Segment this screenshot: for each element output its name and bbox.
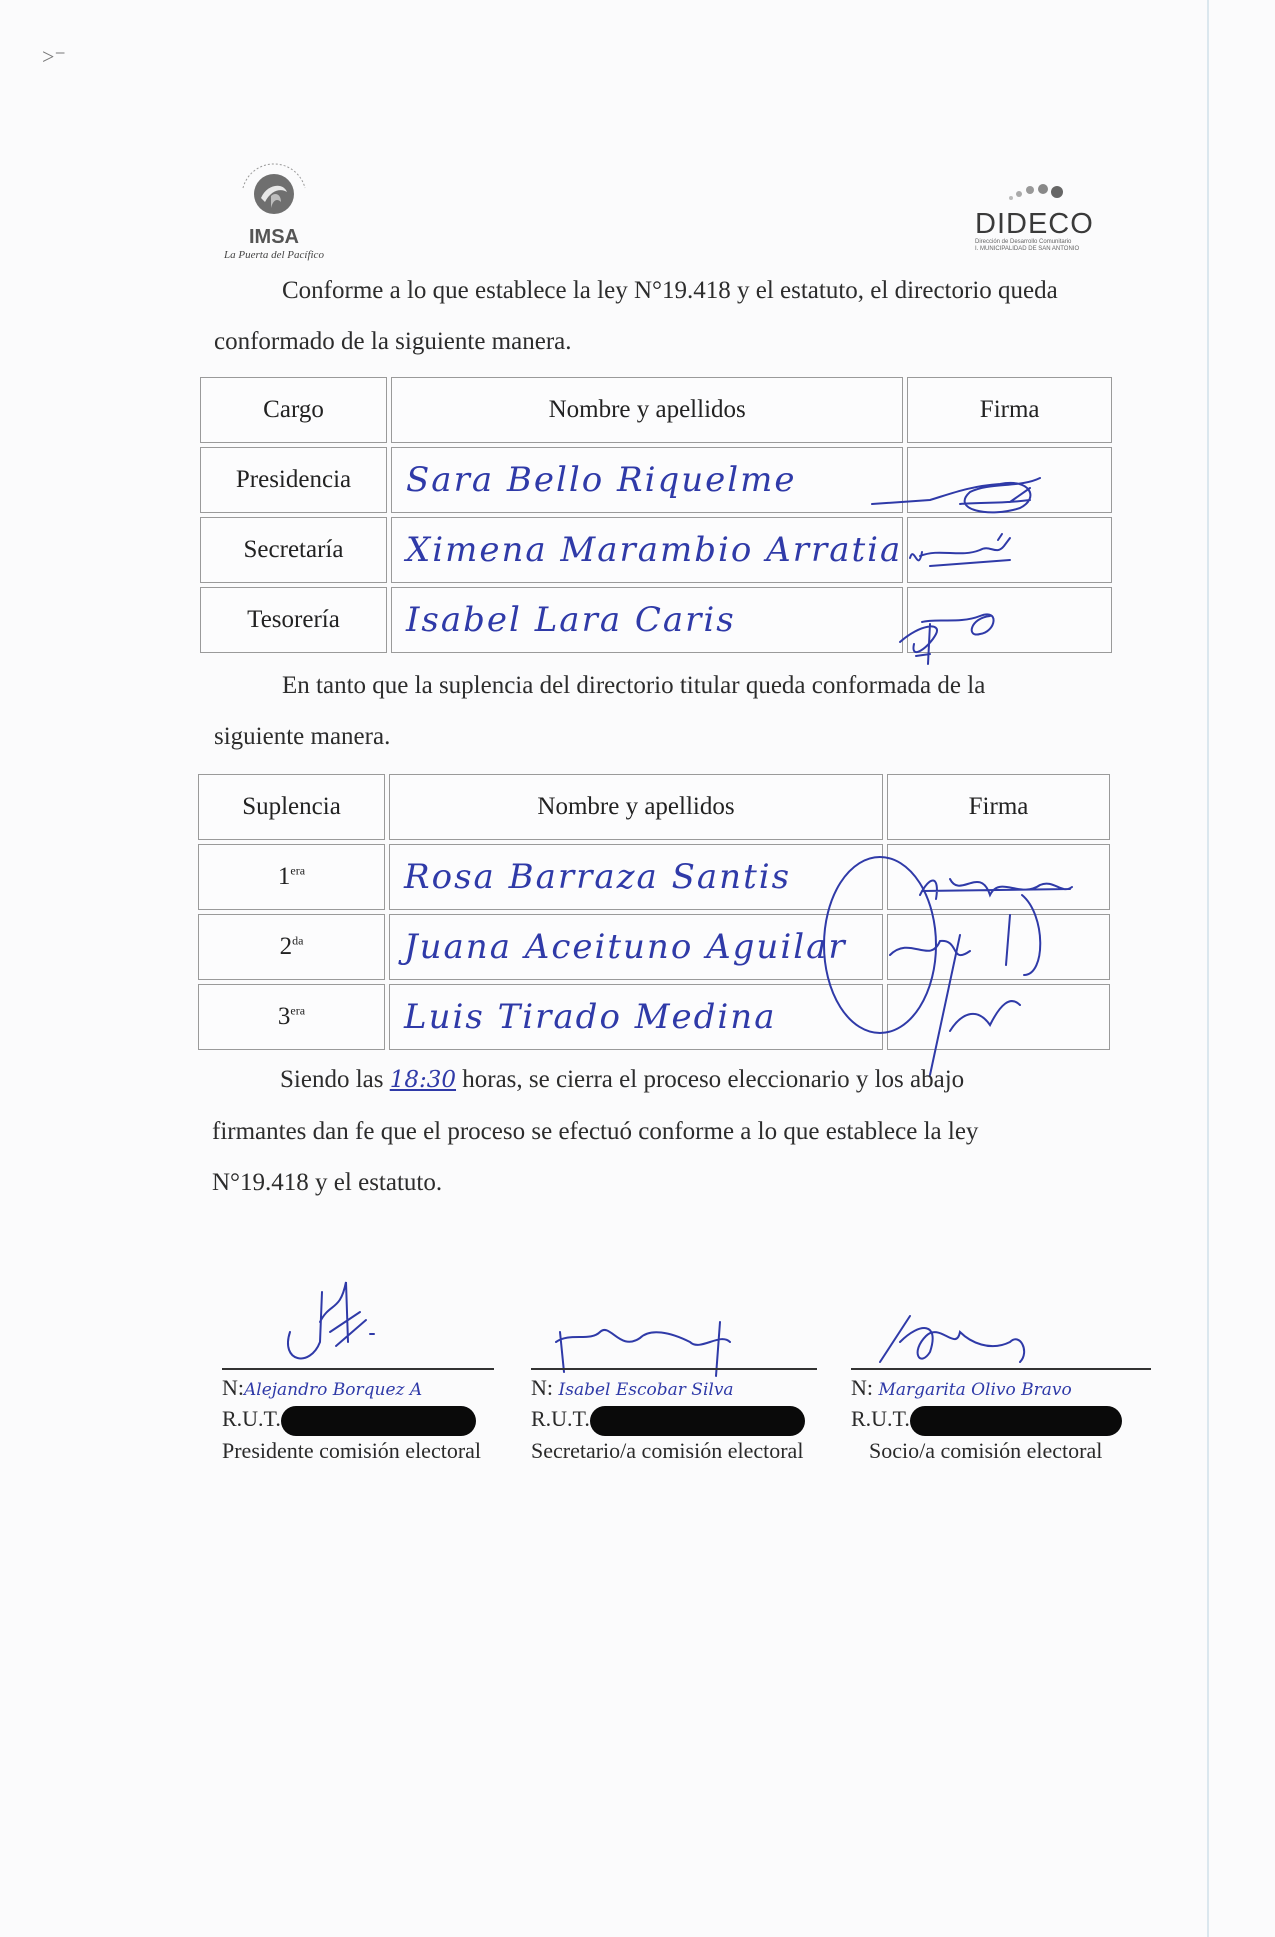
n-label: N:	[531, 1375, 553, 1400]
word: horas,	[462, 1066, 523, 1093]
sig-block-socio	[851, 1368, 1151, 1466]
suplencia-1	[198, 844, 385, 910]
nombre-suplencia-2: Juana Aceituno Aguilar	[389, 914, 883, 980]
signature-line	[531, 1368, 817, 1370]
word: el	[619, 1066, 638, 1093]
ordinal-number: 2	[279, 933, 293, 960]
suplencia-line-2: siguiente manera.	[214, 723, 391, 750]
word: los	[874, 1066, 904, 1093]
word: directorio	[576, 672, 674, 699]
ordinal-suffix: era	[290, 863, 306, 878]
word: queda	[745, 672, 806, 699]
word: cierra	[556, 1066, 613, 1093]
dideco-sub1: Dirección de Desarrollo Comunitario	[975, 239, 1072, 245]
suplencia-header-row	[198, 774, 1110, 840]
word: tanto	[316, 672, 367, 699]
word: suplencia	[438, 672, 534, 699]
signature-suplencia-2	[890, 895, 1040, 975]
rut-redaction	[281, 1406, 476, 1436]
nombre-secretaria: Ximena Marambio Arratia	[391, 517, 903, 583]
word: ley	[947, 1118, 979, 1145]
word: eleccionario	[727, 1066, 850, 1093]
socio-nombre: Margarita Olivo Bravo	[878, 1380, 1072, 1400]
secretario-role: Secretario/a comisión electoral	[531, 1437, 804, 1463]
suplencia-3	[198, 984, 385, 1050]
cargo-secretaria: Secretaría	[200, 517, 387, 583]
socio-name-line	[851, 1374, 1151, 1404]
ordinal-number: 1	[277, 863, 291, 890]
directorio-header-row	[200, 377, 1112, 443]
sig-block-secretario	[531, 1368, 817, 1466]
signature-presidente	[288, 1282, 374, 1358]
rut-label: R.U.T.	[531, 1406, 590, 1431]
closing-hora: 18:30	[389, 1067, 457, 1093]
suplencia-paragraph	[214, 660, 1102, 762]
nombre-suplencia-1: Rosa Barraza Santis	[389, 844, 883, 910]
signature-suplencia-1	[920, 879, 1072, 899]
header-suplencia: Suplencia	[198, 774, 385, 840]
scan-edge-line	[1207, 0, 1209, 1937]
n-label: N:	[222, 1375, 244, 1400]
imsa-logo	[214, 158, 334, 261]
imsa-tagline: La Puerta del Pacífico	[224, 249, 324, 261]
word: conformada	[811, 672, 932, 699]
n-label: N:	[851, 1375, 873, 1400]
word: la	[414, 672, 433, 699]
secretario-rut-line	[531, 1404, 817, 1436]
word: se	[528, 1066, 550, 1093]
socio-rut-line	[851, 1404, 1151, 1436]
cargo-tesoreria: Tesorería	[200, 587, 387, 653]
header-nombre: Nombre y apellidos	[389, 774, 883, 840]
dideco-sub2: I. MUNICIPALIDAD DE SAN ANTONIO	[975, 246, 1080, 252]
closing-pre: Siendo las	[280, 1066, 384, 1093]
presidente-role: Presidente comisión electoral	[222, 1437, 482, 1463]
suplencia-2	[198, 914, 385, 980]
imsa-name: IMSA	[249, 226, 299, 248]
word: dan	[312, 1118, 349, 1145]
word: la	[923, 1118, 942, 1145]
nombre-presidencia: Sara Bello Riquelme	[391, 447, 903, 513]
word: fe	[355, 1118, 375, 1145]
word: del	[539, 672, 571, 699]
closing-line-2	[212, 1106, 1098, 1157]
ordinal-number: 3	[277, 1003, 291, 1030]
word: proceso	[447, 1118, 526, 1145]
dideco-logo	[975, 180, 1095, 253]
cargo-presidencia: Presidencia	[200, 447, 387, 513]
socio-role: Socio/a comisión electoral	[869, 1437, 1103, 1463]
intro-paragraph	[214, 265, 1102, 367]
word: titular	[679, 672, 740, 699]
signature-presidencia	[872, 478, 1040, 512]
rut-redaction	[590, 1406, 805, 1436]
ordinal-suffix: da	[292, 933, 304, 948]
word: el	[423, 1118, 442, 1145]
closing-line-3: N°19.418 y el estatuto.	[212, 1169, 443, 1196]
signature-secretaria	[910, 534, 1010, 566]
dideco-name: DIDECO	[975, 208, 1094, 240]
rut-label: R.U.T.	[222, 1406, 281, 1431]
word: En	[282, 672, 310, 699]
suplencia-signatures	[810, 855, 1100, 1085]
signature-loop	[824, 857, 936, 1033]
header-cargo: Cargo	[200, 377, 387, 443]
ordinal-suffix: era	[290, 1003, 306, 1018]
suplencia-line-1	[214, 660, 1102, 711]
imsa-emblem-icon	[231, 158, 317, 228]
signature-socio	[880, 1316, 1024, 1362]
signature-line	[222, 1368, 494, 1370]
rut-redaction	[910, 1406, 1122, 1436]
word: lo	[757, 1118, 778, 1145]
closing-paragraph	[212, 1054, 1098, 1208]
word: la	[967, 672, 986, 699]
word: y	[855, 1066, 869, 1093]
presidente-nombre: Alejandro Borquez A	[244, 1380, 423, 1400]
word: a	[740, 1118, 752, 1145]
word: conforme	[638, 1118, 735, 1145]
word: que	[783, 1118, 820, 1145]
signature-tesoreria	[900, 614, 994, 664]
intro-line-2: conformado de la siguiente manera.	[214, 328, 572, 355]
word: establece	[825, 1118, 918, 1145]
secretario-nombre: Isabel Escobar Silva	[558, 1380, 734, 1400]
presidente-rut-line	[222, 1404, 494, 1436]
directorio-signatures	[870, 448, 1090, 668]
comision-signatures	[220, 1272, 1180, 1382]
header-nombre: Nombre y apellidos	[391, 377, 903, 443]
rut-label: R.U.T.	[851, 1406, 910, 1431]
nombre-suplencia-3: Luis Tirado Medina	[389, 984, 883, 1050]
header-firma: Firma	[907, 377, 1112, 443]
word: efectuó	[558, 1118, 632, 1145]
secretario-name-line	[531, 1374, 817, 1404]
word: firmantes	[212, 1118, 307, 1145]
header-firma: Firma	[887, 774, 1110, 840]
word: proceso	[643, 1066, 722, 1093]
intro-line-1: Conforme a lo que establece la ley N°19.418 y el estatuto, el directorio queda	[282, 277, 1058, 304]
word: que	[380, 1118, 417, 1145]
signature-line	[851, 1368, 1151, 1370]
word: se	[531, 1118, 553, 1145]
word: abajo	[910, 1066, 965, 1093]
sig-block-presidente	[222, 1368, 494, 1466]
word: que	[372, 672, 409, 699]
presidente-name-line	[222, 1374, 494, 1404]
word: de	[937, 672, 962, 699]
scan-artifact: >⁻	[42, 44, 67, 69]
dideco-dots-icon	[1003, 180, 1083, 204]
closing-line-1	[212, 1054, 1098, 1106]
nombre-tesoreria: Isabel Lara Caris	[391, 587, 903, 653]
